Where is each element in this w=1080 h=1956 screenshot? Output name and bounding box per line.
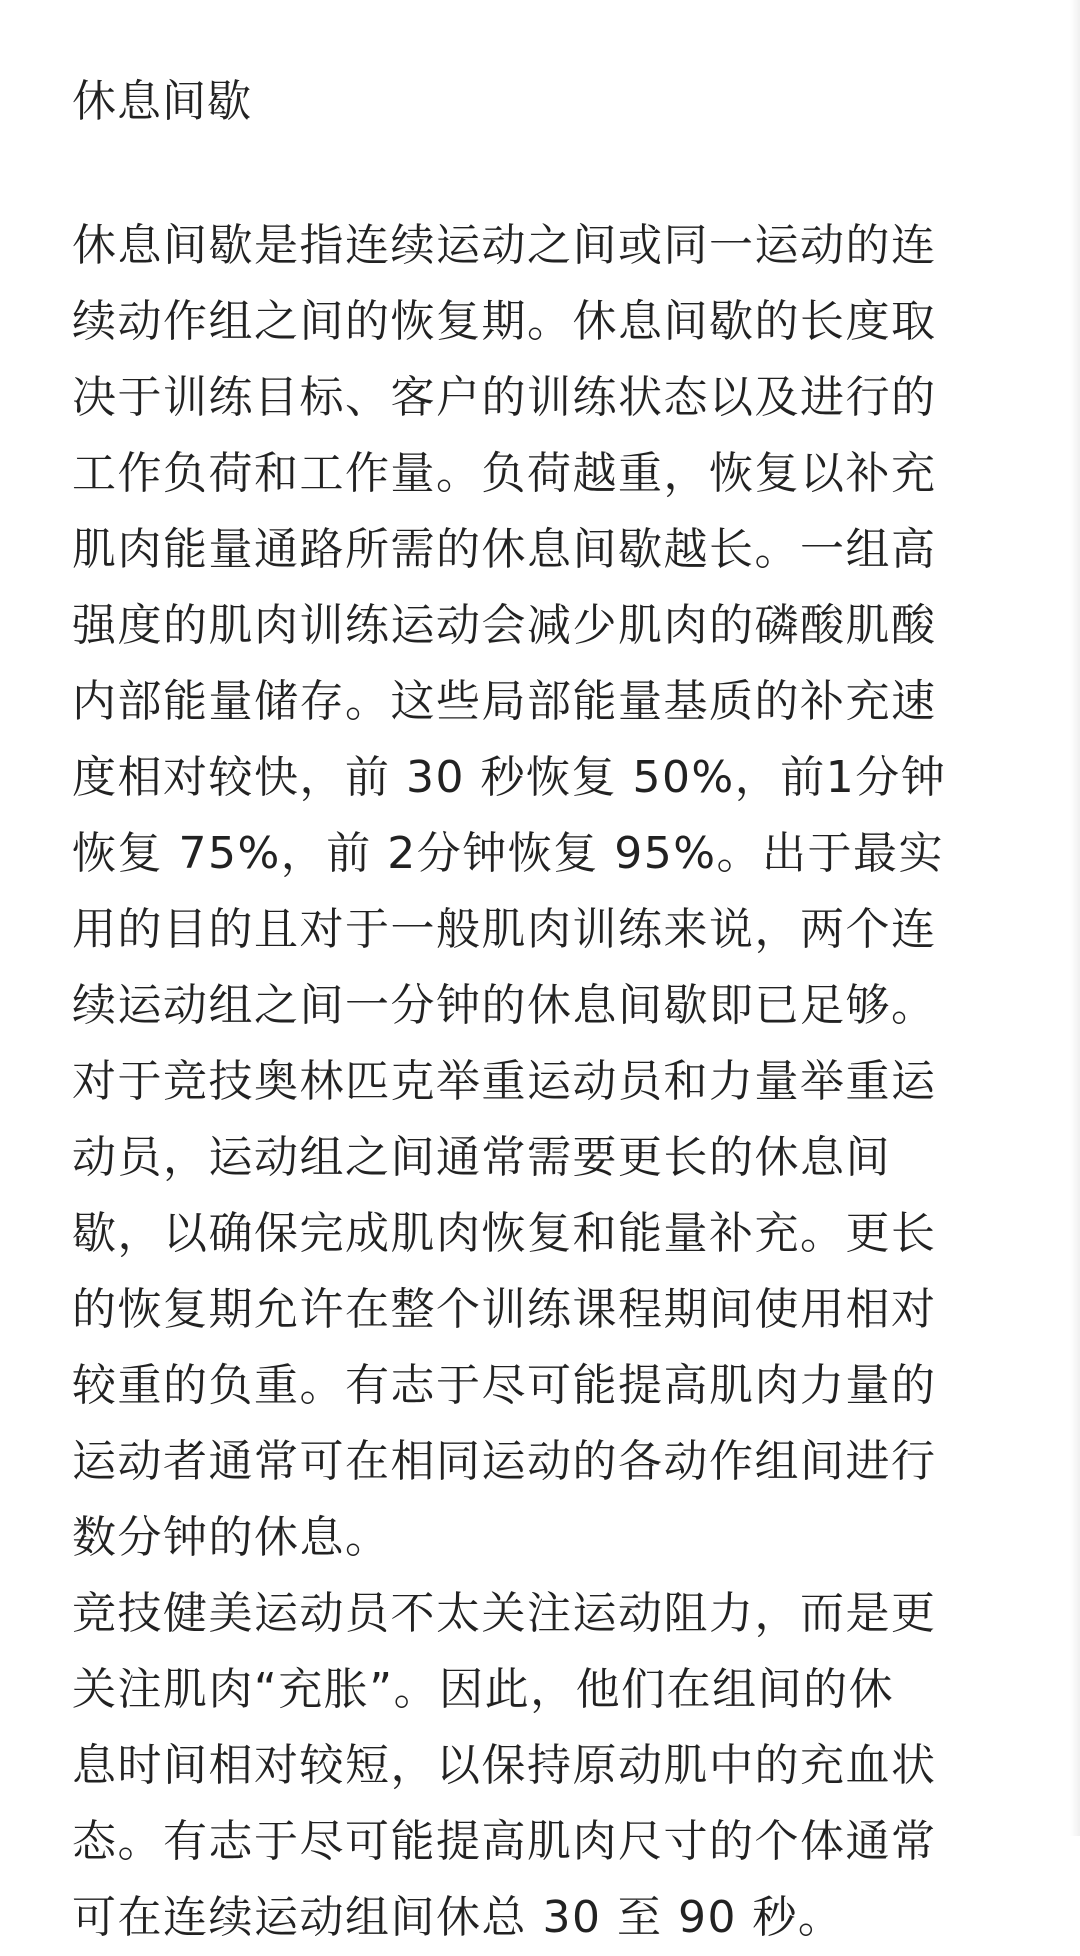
text-line: 竞技健美运动员不太关注运动阻力，而是更 [72,1588,937,1639]
page-edge-shadow [1070,0,1080,1836]
text-line: 的恢复期允许在整个训练课程期间使用相对 [72,1284,937,1335]
article-body [72,208,1012,1956]
text-line: 运动者通常可在相同运动的各动作组间进行 [72,1436,937,1487]
text-line: 续运动组之间一分钟的休息间歇即已足够。 [72,980,937,1031]
text-line: 用的目的且对于一般肌肉训练来说，两个连 [72,904,937,955]
text-line: 度相对较快，前 30 秒恢复 50%，前1分钟 [72,752,947,803]
text-line: 休息间歇是指连续运动之间或同一运动的连 [72,220,937,271]
text-line: 息时间相对较短，以保持原动肌中的充血状 [72,1740,937,1791]
text-line: 歇，以确保完成肌肉恢复和能量补充。更长 [72,1208,937,1259]
text-line: 对于竞技奥林匹克举重运动员和力量举重运 [72,1056,937,1107]
text-line: 内部能量储存。这些局部能量基质的补充速 [72,676,937,727]
text-line: 关注肌肉“充胀”。因此，他们在组间的休 [72,1664,895,1715]
text-line: 工作负荷和工作量。负荷越重，恢复以补充 [72,448,937,499]
text-line: 态。有志于尽可能提高肌肉尺寸的个体通常 [72,1816,937,1867]
text-line: 动员，运动组之间通常需要更长的休息间 [72,1132,891,1183]
text-line: 较重的负重。有志于尽可能提高肌肉力量的 [72,1360,937,1411]
text-line: 肌肉能量通路所需的休息间歇越长。一组高 [72,524,937,575]
text-line: 数分钟的休息。 [72,1512,391,1563]
section-title: 休息间歇 [72,76,252,127]
text-line: 强度的肌肉训练运动会减少肌肉的磷酸肌酸 [72,600,937,651]
text-line: 续动作组之间的恢复期。休息间歇的长度取 [72,296,937,347]
text-line: 可在连续运动组间休总 30 至 90 秒。 [72,1892,844,1943]
text-line: 决于训练目标、客户的训练状态以及进行的 [72,372,937,423]
text-line: 恢复 75%，前 2分钟恢复 95%。出于最实 [72,828,945,879]
